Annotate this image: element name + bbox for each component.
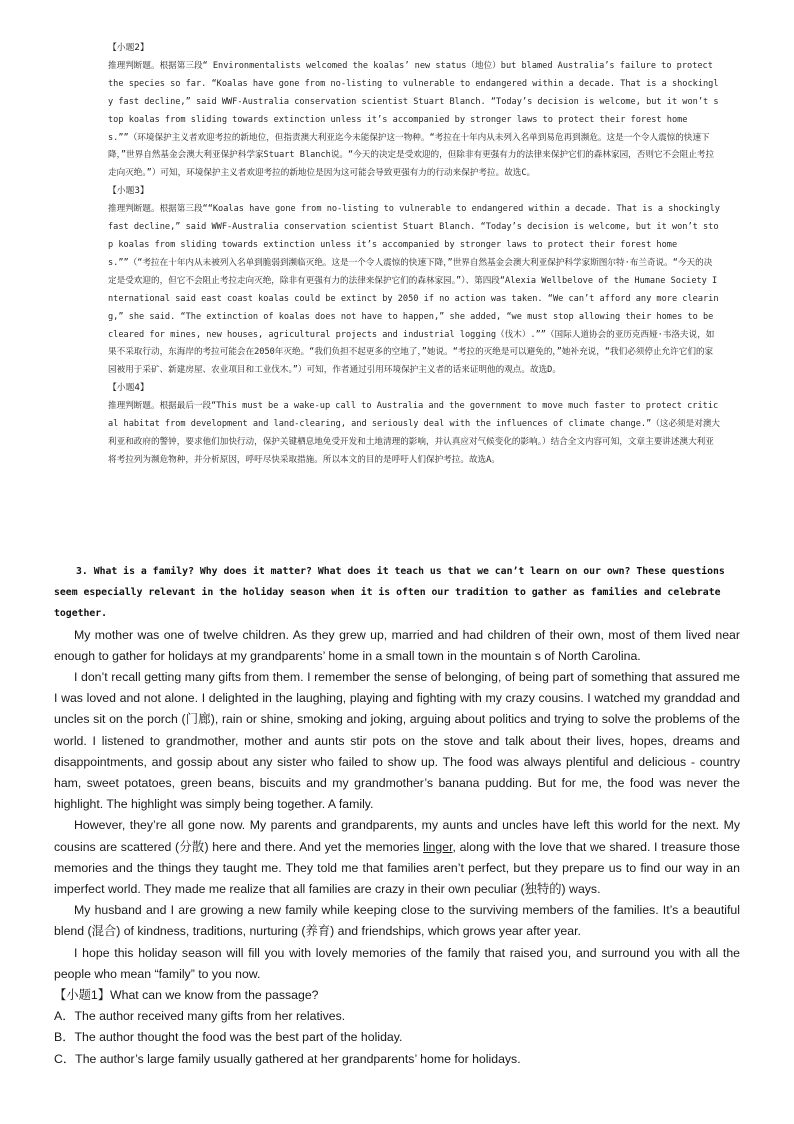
underlined-word: linger [423, 839, 453, 854]
answer-option: B．The author thought the food was the best part of the holiday. [54, 1030, 403, 1045]
answer-explanations [108, 40, 720, 470]
explanation-text: 推理判断题。根据第三段“ Environmentalists welcomed the koalas’ new status（地位）but blamed Australia’s failure to protect the species so far. “Koalas have gone from no-listing to vulnerable to endangered within a decade. That is a shockingly fast decline,” said WWF-Australia conservation scientist Stuart Blanch. “Today’s decision is welcome, but it won’t stop koalas from sliding towards extinction unless it’s accompanied by stronger laws to protect their forest homes.””（环境保护主义者欢迎考拉的新地位，但指责澳大利亚迄今未能保护这一物种。“考拉在十年内从未列入名单到易危再到濒危。这是一个令人震惊的快速下降，”世界自然基金会澳大利亚保护科学家Stuart Blanch说。“今天的决定是受欢迎的，但除非有更强有力的法律来保护它们的森林家园，否则它不会阻止考拉走向灭绝。”）可知，环境保护主义者欢迎考拉的新地位是因为这可能会导致更强有力的行动来保护考拉。故选C。 [108, 60, 719, 179]
passage-paragraph [54, 815, 740, 900]
answer-option: C．The author’s large family usually gathered at her grandparents’ home for holidays. [54, 1051, 521, 1066]
answer-option: A．The author received many gifts from her relatives. [54, 1009, 346, 1024]
paragraph-text: However, they’re all gone now. My parents and grandparents, my aunts and uncles have left this world for the next. My cousins are scattered (分散) here and there. And yet the memories [54, 818, 740, 854]
explanation-tag: 【小题3】 [108, 186, 149, 197]
passage-paragraph: I don’t recall getting many gifts from them. I remember the sense of belonging, of being part of something that assured me I was loved and not alone. I delighted in the laughing, playing and fighting with my crazy cousins. I watched my granddad and uncles sit on the porch (门廊), rain or shine, smoking and joking, arguing about politics and trying to solve the problems of the world. I listened to grandmother, mother and aunts stir pots on the stove and talk about their lives, hopes, dreams and disappointments, and gossip about any sister who failed to show up. The food was always plentiful and delicious - country ham, sweet potatoes, green beans, biscuits and my grandmother’s banana pudding. But for me, the food was never the highlight. The highlight was simply being together. A family. [54, 670, 740, 812]
explanation-tag: 【小题4】 [108, 383, 149, 394]
explanation-text: 推理判断题。根据最后一段“This must be a wake-up call to Australia and the government to move much faster to protect critical habitat from development and land-clearing, and seriously deal with the influences of climate change.”（这必须是对澳大利亚和政府的警钟，要求他们加快行动，保护关键栖息地免受开发和土地清理的影响，并认真应对气候变化的影响。）结合全文内容可知，文章主要讲述澳大利亚将考拉列为濒危物种，并分析原因，呼吁尽快采取措施。所以本文的目的是呼吁人们保护考拉。故选A。 [108, 401, 721, 465]
paragraph-text: , along with the love that we shared. I treasure those memories and the things they taught me. They told me that families aren’t perfect, but they prepare us to find our way in an imperfect world. They made me realize that all families are crazy in their own peculiar (独特的) ways. [54, 839, 740, 897]
question-heading: 3. What is a family? Why does it matter? What does it teach us that we can’t learn on our own? These questions seem especially relevant in the holiday season when it is often our tradition to gather as families and celebrate together. [54, 566, 725, 620]
explanation-tag: 【小题2】 [108, 43, 149, 53]
passage-paragraph: My husband and I are growing a new family while keeping close to the surviving members of the families. It’s a beautiful blend (混合) of kindness, traditions, nurturing (养育) and friendships, which grows year after year. [54, 903, 740, 939]
passage-paragraph: I hope this holiday season will fill you with lovely memories of the family that raised you, and surround you with all the people who mean “family” to you now. [54, 945, 740, 981]
question-label: 【小题1】What can we know from the passage? [54, 988, 319, 1003]
passage-paragraph: My mother was one of twelve children. As they grew up, married and had children of their own, most of them lived near enough to gather for holidays at my grandparents’ home in a small town in the mountain s of North Carolina. [54, 627, 740, 663]
explanation-text: 推理判断题。根据第三段““Koalas have gone from no-listing to vulnerable to endangered within a decade. That is a shockingly fast decline,” said WWF-Australia conservation scientist Stuart Blanch. “Today’s decision is welcome, but it won’t stop koalas from sliding towards extinction unless it’s accompanied by stronger laws to protect their forest homes.””（“考拉在十年内从未被列入名单到脆弱到濒临灭绝。这是一个令人震惊的快速下降，”世界自然基金会澳大利亚保护科学家斯图尔特·布兰奇说。“今天的决定是受欢迎的，但它不会阻止考拉走向灭绝，除非有更强有力的法律来保护它们的森林家园。”）、第四段“Alexia Wellbelove of the Humane Society International said east coast koalas could be extinct by 2050 if no action was taken. “We can’t afford any more clearing,” she said. “The extinction of koalas does not have to happen,” she added, “we must stop allowing their homes to be cleared for mines, new houses, agricultural projects and industrial logging（伐木）.””（国际人道协会的亚历克西娅·韦洛夫说，如果不采取行动，东海岸的考拉可能会在2050年灭绝。“我们负担不起更多的空地了，”她说。“考拉的灭绝是可以避免的，”她补充说，“我们必须停止允许它们的家园被用于采矿、新建房屋、农业项目和工业伐木。”）可知，作者通过引用环境保护主义者的话来证明他的观点。故选D。 [108, 204, 720, 376]
reading-passage [54, 561, 740, 1070]
